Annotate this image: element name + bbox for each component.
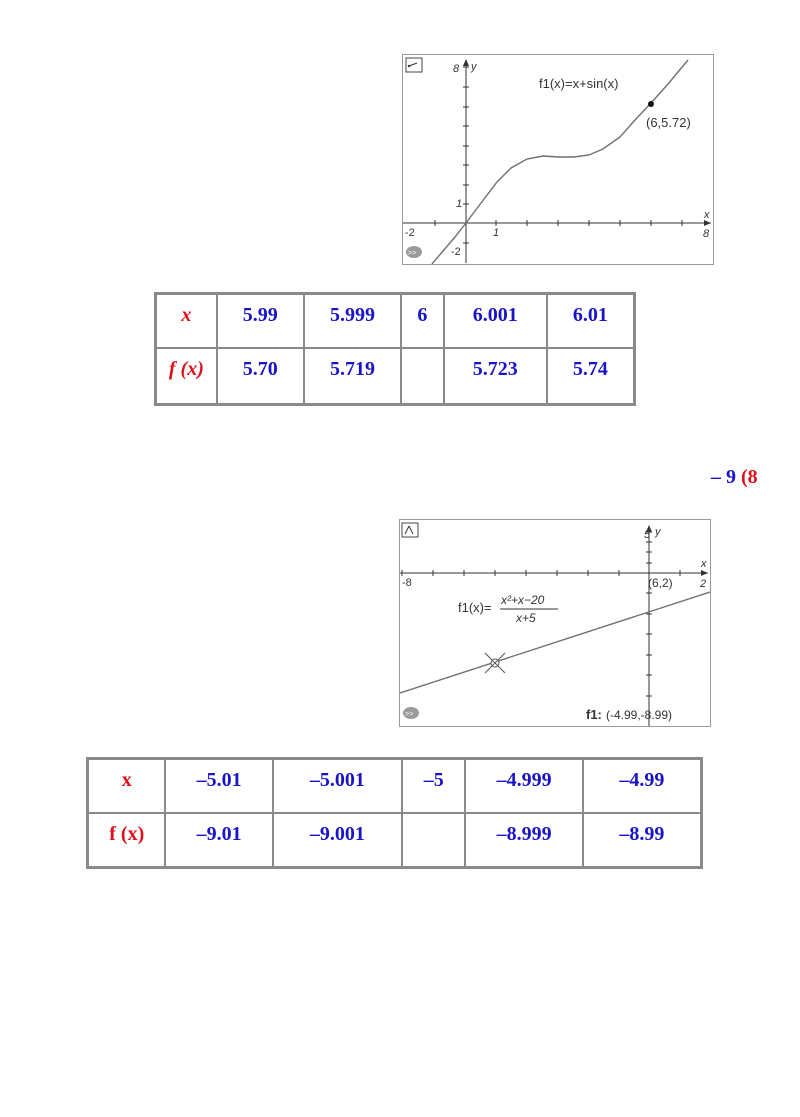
y-top-tick-label: 5 <box>644 529 651 541</box>
header-fx: f (x) <box>109 823 145 845</box>
table-cell: –8.999 <box>496 823 552 845</box>
header-x: x <box>121 769 132 791</box>
table-cell: –9.001 <box>309 823 365 845</box>
svg-text:>>: >> <box>405 711 414 718</box>
function-numerator: x²+x−20 <box>501 593 545 607</box>
trace-label-prefix: f1: <box>586 707 602 722</box>
table-row <box>88 759 701 813</box>
value-table-1 <box>154 292 636 406</box>
table-row <box>88 813 701 867</box>
function-prefix: f1(x)= <box>458 600 492 615</box>
header-x: x <box>181 304 192 326</box>
table-cell: –8.99 <box>619 823 665 845</box>
table-cell: –5 <box>423 769 444 791</box>
hole-marker[interactable] <box>485 653 505 673</box>
curve-f1 <box>400 592 710 693</box>
x-one-tick-label: 1 <box>493 227 500 239</box>
point-label: (6,5.72) <box>646 115 691 130</box>
x-axis-name: x <box>704 209 710 221</box>
graph-menu-icon[interactable] <box>406 58 422 72</box>
table-row <box>156 348 634 404</box>
point-marker[interactable] <box>648 101 654 107</box>
point-label: (6,2) <box>648 576 673 590</box>
table-cell: 5.999 <box>329 304 375 326</box>
trace-label-value: (-4.99,-8.99) <box>606 708 673 722</box>
y-axis-name: y <box>655 526 661 538</box>
table-cell: 5.70 <box>242 358 278 380</box>
expand-icon[interactable] <box>406 246 422 258</box>
table-cell: –9.01 <box>196 823 242 845</box>
table-cell: 5.719 <box>329 358 375 380</box>
y-one-tick-label: 1 <box>456 198 463 210</box>
table-cell: 6 <box>417 304 428 326</box>
table-cell <box>402 349 443 358</box>
value-table-2 <box>86 757 703 869</box>
table-cell: 5.723 <box>472 358 518 380</box>
fragment-minus-nine: – 9 <box>711 466 736 488</box>
graph-f1-rational <box>399 519 711 727</box>
header-fx: f (x) <box>168 358 204 380</box>
x-right-tick-label: 2 <box>700 578 707 590</box>
table-cell: –5.01 <box>196 769 242 791</box>
table-cell: 5.74 <box>572 358 608 380</box>
svg-text:>>: >> <box>408 250 417 257</box>
text-fragment <box>711 466 758 489</box>
expand-icon[interactable] <box>403 707 419 719</box>
x-left-tick-label: -2 <box>405 227 415 239</box>
graph-menu-icon[interactable] <box>402 523 418 537</box>
function-denominator: x+5 <box>516 611 536 625</box>
function-label: f1(x)=x+sin(x) <box>539 76 619 91</box>
table-cell: 5.99 <box>242 304 278 326</box>
table-cell <box>403 814 464 823</box>
table-row <box>156 294 634 348</box>
y-axis-name: y <box>471 61 477 73</box>
table-cell: –4.99 <box>619 769 665 791</box>
y-neg-tick-label: -2 <box>451 246 461 258</box>
x-left-tick-label: -8 <box>402 577 412 589</box>
table-cell: –5.001 <box>309 769 365 791</box>
table-cell: 6.001 <box>472 304 518 326</box>
table-cell: –4.999 <box>496 769 552 791</box>
x-axis-name: x <box>701 558 707 570</box>
x-right-tick-label: 8 <box>703 228 710 240</box>
y-top-tick-label: 8 <box>453 63 460 75</box>
table-cell: 6.01 <box>572 304 608 326</box>
fragment-paren-eight: (8 <box>741 466 758 488</box>
graph-f1-x-plus-sin <box>402 54 714 265</box>
